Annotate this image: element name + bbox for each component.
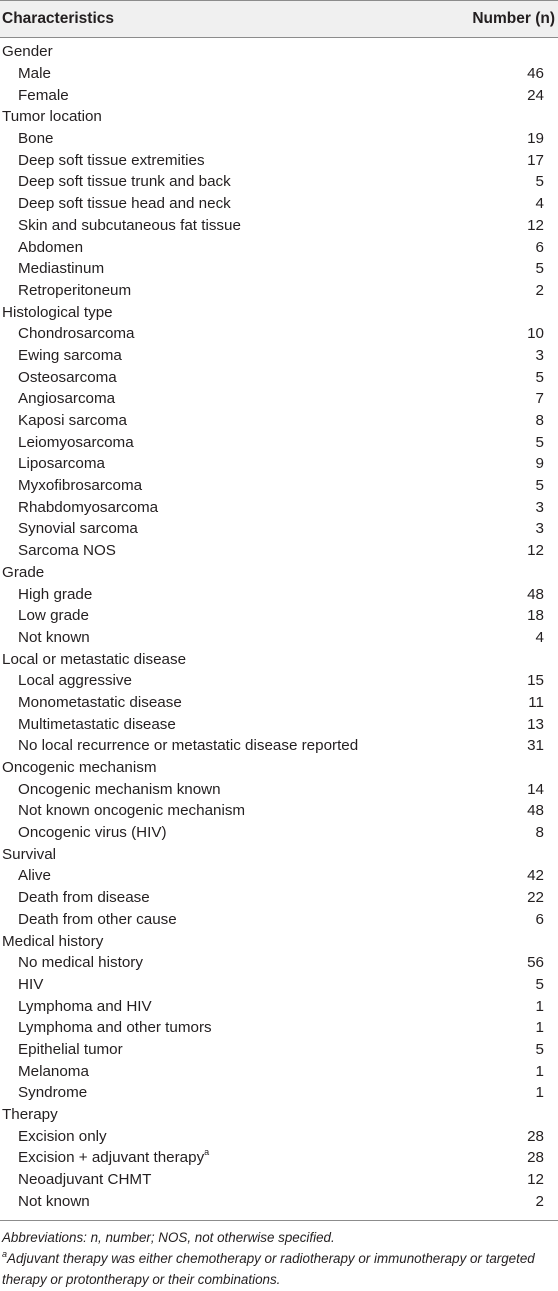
table-row [0,496,558,518]
table-row [0,431,558,453]
row-label-text: Angiosarcoma [18,390,116,408]
row-label-text: Deep soft tissue head and neck [18,195,231,213]
row-label [2,737,358,754]
row-label-text: Synovial sarcoma [18,520,138,538]
row-label-text: Leiomyosarcoma [18,433,134,451]
table-row [0,1125,558,1147]
row-label [2,347,122,364]
row-label [2,1041,123,1058]
group-row [0,41,558,63]
row-value: 2 [535,281,544,299]
row-label-text: Female [18,86,69,104]
row-label [2,520,138,537]
row-label-text: Syndrome [18,1084,88,1102]
row-label [2,130,53,147]
row-value: 6 [535,238,544,256]
row-label [2,824,167,841]
table-row [0,713,558,735]
row-label-text: Deep soft tissue extremities [18,151,205,169]
row-value: 12 [527,216,544,234]
row-label-text: Bone [18,130,54,148]
row-label-text: Monometastatic disease [18,693,182,711]
row-label [2,239,83,256]
row-value: 3 [535,346,544,364]
group-row [0,843,558,865]
row-value: 17 [527,151,544,169]
row-value: 6 [535,910,544,928]
table-row [0,345,558,367]
row-label-text: Rhabdomyosarcoma [18,498,159,516]
row-label-text: Oncogenic mechanism known [18,780,221,798]
table-row [0,236,558,258]
table-row [0,627,558,649]
row-label [2,87,69,104]
row-value: 28 [527,1149,544,1167]
row-label [2,499,158,516]
row-value: 1 [535,1084,544,1102]
row-label-text: No local recurrence or metastatic disease reported [18,737,359,755]
row-label [2,954,143,971]
row-value: 12 [527,1171,544,1189]
row-value: 31 [527,737,544,755]
table-row [0,1147,558,1169]
row-label [2,542,116,559]
row-label-text: Alive [18,867,51,885]
row-label [2,217,241,234]
row-value: 1 [535,997,544,1015]
group-row [0,648,558,670]
footnote-marker: a [2,1248,8,1259]
row-label-text: Neoadjuvant CHMT [18,1171,152,1189]
row-value: 5 [535,433,544,451]
row-value: 5 [535,477,544,495]
table-row [0,453,558,475]
row-label [2,781,221,798]
table-footnotes [0,1221,558,1290]
table-row [0,778,558,800]
row-value: 5 [535,1040,544,1058]
row-value: 14 [527,780,544,798]
table-row [0,540,558,562]
table-row [0,475,558,497]
row-label-text: Excision + adjuvant therapy [18,1149,205,1167]
row-label-text: Excision only [18,1127,107,1145]
table-row [0,1190,558,1212]
row-label [2,998,152,1015]
row-value: 7 [535,390,544,408]
row-value: 9 [535,455,544,473]
table-row [0,366,558,388]
group-label: Local or metastatic disease [2,650,187,668]
row-label [2,260,104,277]
group-row [0,106,558,128]
row-value: 2 [535,1192,544,1210]
row-label-text: Lymphoma and HIV [18,997,152,1015]
row-label [2,1149,209,1166]
row-value: 12 [527,542,544,560]
row-label-text: No medical history [18,954,143,972]
row-label-text: Local aggressive [18,672,132,690]
table-row [0,670,558,692]
row-label-text: Death from disease [18,889,150,907]
group-row [0,562,558,584]
row-value: 1 [535,1062,544,1080]
table-row [0,1169,558,1191]
table-row [0,171,558,193]
row-value: 42 [527,867,544,885]
table-row [0,1082,558,1104]
row-label-text: Myxofibrosarcoma [18,477,143,495]
row-label [2,173,231,190]
row-label-text: Epithelial tumor [18,1040,123,1058]
row-label [2,1019,212,1036]
table-row [0,518,558,540]
row-label-text: Chondrosarcoma [18,325,135,343]
table-row [0,1017,558,1039]
footnote-a [2,1248,556,1290]
row-label-text: Liposarcoma [18,455,105,473]
table-row [0,952,558,974]
row-label [2,152,205,169]
table-row [0,215,558,237]
row-label-text: Skin and subcutaneous fat tissue [18,216,241,234]
row-label [2,976,43,993]
row-label-text: Retroperitoneum [18,281,132,299]
header-number: Number (n) [472,10,555,27]
row-value: 22 [527,889,544,907]
row-label-text: Lymphoma and other tumors [18,1019,212,1037]
table-row [0,692,558,714]
row-value: 5 [535,260,544,278]
table-row [0,1039,558,1061]
row-value: 5 [535,173,544,191]
row-label [2,434,134,451]
row-label [2,325,135,342]
row-label [2,1128,107,1145]
table-row [0,909,558,931]
footnote-text: Adjuvant therapy was either chemotherapy or radiotherapy or immunotherapy or targeted therapy or protontherapy or their combinations. [2,1251,535,1288]
row-label-text: Not known [18,628,90,646]
row-value: 4 [535,628,544,646]
table-row [0,258,558,280]
row-label [2,802,245,819]
table-row [0,280,558,302]
group-label: Histological type [2,303,113,321]
row-value: 24 [527,86,544,104]
table-row [0,800,558,822]
row-label-text: Osteosarcoma [18,368,117,386]
row-label-text: Sarcoma NOS [18,542,116,560]
group-row [0,757,558,779]
row-label-text: Death from other cause [18,910,177,928]
table-row [0,193,558,215]
group-label: Medical history [2,932,104,950]
table-row [0,84,558,106]
row-label [2,911,177,928]
row-value: 46 [527,65,544,83]
row-label [2,889,150,906]
table-row [0,63,558,85]
row-value: 5 [535,368,544,386]
table-header [0,0,558,38]
group-label: Survival [2,845,57,863]
row-label [2,1063,89,1080]
row-value: 28 [527,1127,544,1145]
row-label [2,390,115,407]
row-label-text: Low grade [18,607,89,625]
group-label: Oncogenic mechanism [2,759,157,777]
table-row [0,323,558,345]
row-label [2,412,127,429]
table-row [0,1060,558,1082]
group-row [0,1104,558,1126]
group-row [0,301,558,323]
row-label [2,629,90,646]
row-value: 56 [527,954,544,972]
row-value: 15 [527,672,544,690]
row-value: 1 [535,1019,544,1037]
row-label-text: Not known oncogenic mechanism [18,802,246,820]
row-label [2,282,131,299]
row-value: 3 [535,520,544,538]
row-label-text: Multimetastatic disease [18,715,176,733]
table-row [0,865,558,887]
row-label-text: Ewing sarcoma [18,346,122,364]
row-value: 8 [535,412,544,430]
table-row [0,974,558,996]
group-label: Grade [2,563,45,581]
row-label-text: HIV [18,975,44,993]
row-value: 10 [527,325,544,343]
row-label-text: Not known [18,1192,90,1210]
row-label [2,477,142,494]
row-label [2,694,182,711]
row-label [2,607,89,624]
row-label-text: Abdomen [18,238,84,256]
footnote-abbreviations: Abbreviations: n, number; NOS, not otherwise specified. [2,1230,335,1246]
row-value: 11 [528,693,544,711]
table-row [0,605,558,627]
row-label [2,65,51,82]
table-row [0,149,558,171]
table-row [0,735,558,757]
group-row [0,930,558,952]
row-label [2,716,176,733]
row-label-text: High grade [18,585,93,603]
row-value: 8 [535,824,544,842]
row-label [2,1084,87,1101]
row-label-text: Melanoma [18,1062,89,1080]
row-label [2,1193,90,1210]
row-label [2,586,92,603]
table-row [0,388,558,410]
row-value: 18 [527,607,544,625]
row-footnote-marker: a [204,1147,210,1158]
group-label: Tumor location [2,108,102,126]
row-label [2,1171,151,1188]
table-row [0,995,558,1017]
row-value: 48 [527,802,544,820]
row-value: 4 [535,195,544,213]
row-label-text: Mediastinum [18,260,105,278]
table-body [0,38,558,1221]
row-value: 3 [535,498,544,516]
row-label [2,455,105,472]
table-row [0,822,558,844]
header-characteristics: Characteristics [2,10,115,27]
table-row [0,583,558,605]
row-label [2,369,117,386]
row-label [2,195,231,212]
row-label-text: Oncogenic virus (HIV) [18,824,167,842]
table-row [0,887,558,909]
row-label [2,867,51,884]
row-value: 5 [535,975,544,993]
row-label-text: Kaposi sarcoma [18,412,127,430]
row-value: 13 [527,715,544,733]
row-value: 48 [527,585,544,603]
row-label-text: Deep soft tissue trunk and back [18,173,231,191]
table-row [0,410,558,432]
group-label: Gender [2,43,53,61]
table-row [0,128,558,150]
group-label: Therapy [2,1106,58,1124]
row-label-text: Male [18,65,51,83]
row-label [2,672,132,689]
row-value: 19 [527,130,544,148]
